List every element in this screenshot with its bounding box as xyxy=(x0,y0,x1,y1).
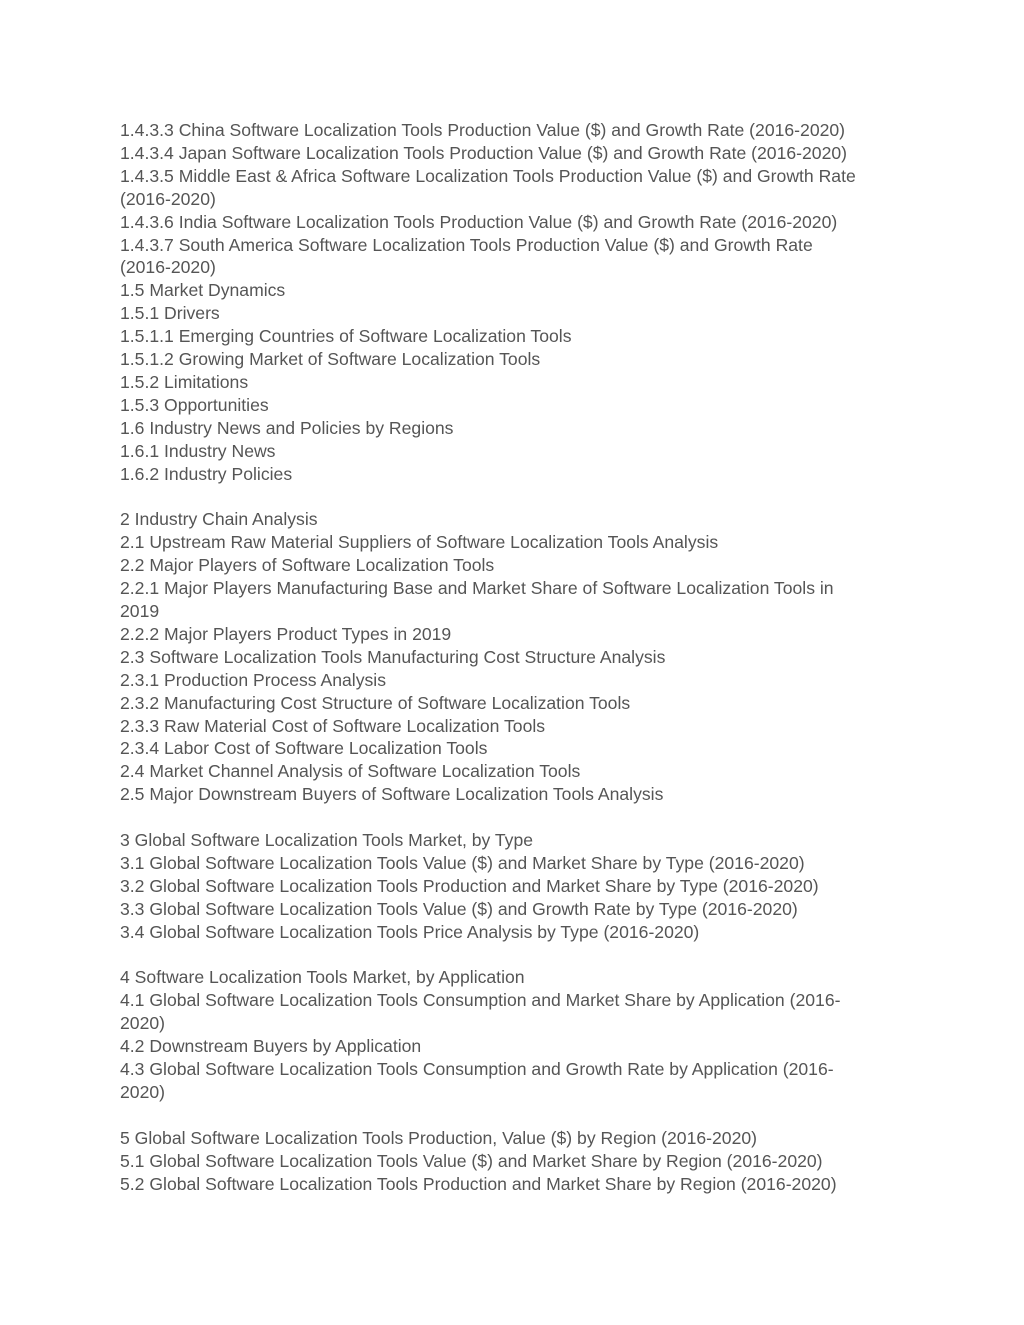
toc-line: 2020) xyxy=(120,1013,165,1034)
toc-line: 5.2 Global Software Localization Tools Production and Market Share by Region (2016-2020) xyxy=(120,1173,837,1194)
toc-line: 1.4.3.6 India Software Localization Tools Production Value ($) and Growth Rate (2016-2020) xyxy=(120,211,838,232)
toc-line: 1.5 Market Dynamics xyxy=(120,280,286,301)
toc-line: 2.4 Market Channel Analysis of Software Localization Tools xyxy=(120,761,581,782)
section-spacer xyxy=(120,486,910,509)
toc-section-5 xyxy=(120,1127,910,1196)
toc-section-3 xyxy=(120,829,910,944)
section-spacer xyxy=(120,944,910,967)
toc-line: 1.5.1.1 Emerging Countries of Software Localization Tools xyxy=(120,326,572,347)
toc-line: 4.2 Downstream Buyers by Application xyxy=(120,1036,422,1057)
toc-chapter-heading: 3 Global Software Localization Tools Market, by Type xyxy=(120,830,534,851)
toc-line: 2.2.2 Major Players Product Types in 2019 xyxy=(120,623,452,644)
toc-line: 3.2 Global Software Localization Tools Production and Market Share by Type (2016-2020) xyxy=(120,875,819,896)
toc-line: 1.5.3 Opportunities xyxy=(120,394,269,415)
toc-line: 2.3 Software Localization Tools Manufacturing Cost Structure Analysis xyxy=(120,646,666,667)
toc-line: 5.1 Global Software Localization Tools Value ($) and Market Share by Region (2016-2020) xyxy=(120,1150,823,1171)
toc-line: 2020) xyxy=(120,1082,165,1103)
toc-line: 1.5.1 Drivers xyxy=(120,303,220,324)
toc-line: 1.6.1 Industry News xyxy=(120,440,276,461)
toc-line: 2.3.4 Labor Cost of Software Localization Tools xyxy=(120,738,488,759)
toc-line: 1.6 Industry News and Policies by Regions xyxy=(120,417,454,438)
toc-line: 2.5 Major Downstream Buyers of Software Localization Tools Analysis xyxy=(120,784,664,805)
toc-line: (2016-2020) xyxy=(120,257,216,278)
toc-section-4 xyxy=(120,966,910,1103)
section-spacer xyxy=(120,806,910,829)
toc-section-1 xyxy=(120,119,910,486)
toc-line: 2019 xyxy=(120,601,160,622)
toc-chapter-heading: 4 Software Localization Tools Market, by Application xyxy=(120,967,525,988)
toc-line: 4.3 Global Software Localization Tools Consumption and Growth Rate by Application (2016- xyxy=(120,1059,834,1080)
section-spacer xyxy=(120,1104,910,1127)
toc-chapter-heading: 2 Industry Chain Analysis xyxy=(120,509,318,530)
toc-line: 3.1 Global Software Localization Tools Value ($) and Market Share by Type (2016-2020) xyxy=(120,852,805,873)
toc-line: 2.3.2 Manufacturing Cost Structure of Software Localization Tools xyxy=(120,692,631,713)
table-of-contents xyxy=(120,119,910,1196)
toc-line: 1.4.3.4 Japan Software Localization Tools Production Value ($) and Growth Rate (2016-2020) xyxy=(120,142,847,163)
toc-line: 1.4.3.5 Middle East & Africa Software Localization Tools Production Value ($) and Growth Rate xyxy=(120,165,856,186)
toc-line: 2.1 Upstream Raw Material Suppliers of Software Localization Tools Analysis xyxy=(120,532,719,553)
toc-line: 1.6.2 Industry Policies xyxy=(120,463,293,484)
toc-line: 1.5.1.2 Growing Market of Software Localization Tools xyxy=(120,349,541,370)
toc-line: 1.4.3.7 South America Software Localization Tools Production Value ($) and Growth Rate xyxy=(120,234,813,255)
toc-chapter-heading: 5 Global Software Localization Tools Production, Value ($) by Region (2016-2020) xyxy=(120,1127,758,1148)
toc-line: 3.3 Global Software Localization Tools Value ($) and Growth Rate by Type (2016-2020) xyxy=(120,898,798,919)
toc-line: 2.3.1 Production Process Analysis xyxy=(120,669,387,690)
toc-line: 2.2.1 Major Players Manufacturing Base and Market Share of Software Localization Tools in xyxy=(120,578,834,599)
toc-line: 4.1 Global Software Localization Tools Consumption and Market Share by Application (2016- xyxy=(120,990,841,1011)
toc-line: 2.3.3 Raw Material Cost of Software Localization Tools xyxy=(120,715,546,736)
toc-line: 3.4 Global Software Localization Tools Price Analysis by Type (2016-2020) xyxy=(120,921,700,942)
toc-line: 2.2 Major Players of Software Localization Tools xyxy=(120,555,495,576)
toc-section-2 xyxy=(120,508,910,806)
toc-line: (2016-2020) xyxy=(120,188,216,209)
toc-line: 1.4.3.3 China Software Localization Tools Production Value ($) and Growth Rate (2016-2020) xyxy=(120,120,846,140)
toc-line: 1.5.2 Limitations xyxy=(120,371,249,392)
